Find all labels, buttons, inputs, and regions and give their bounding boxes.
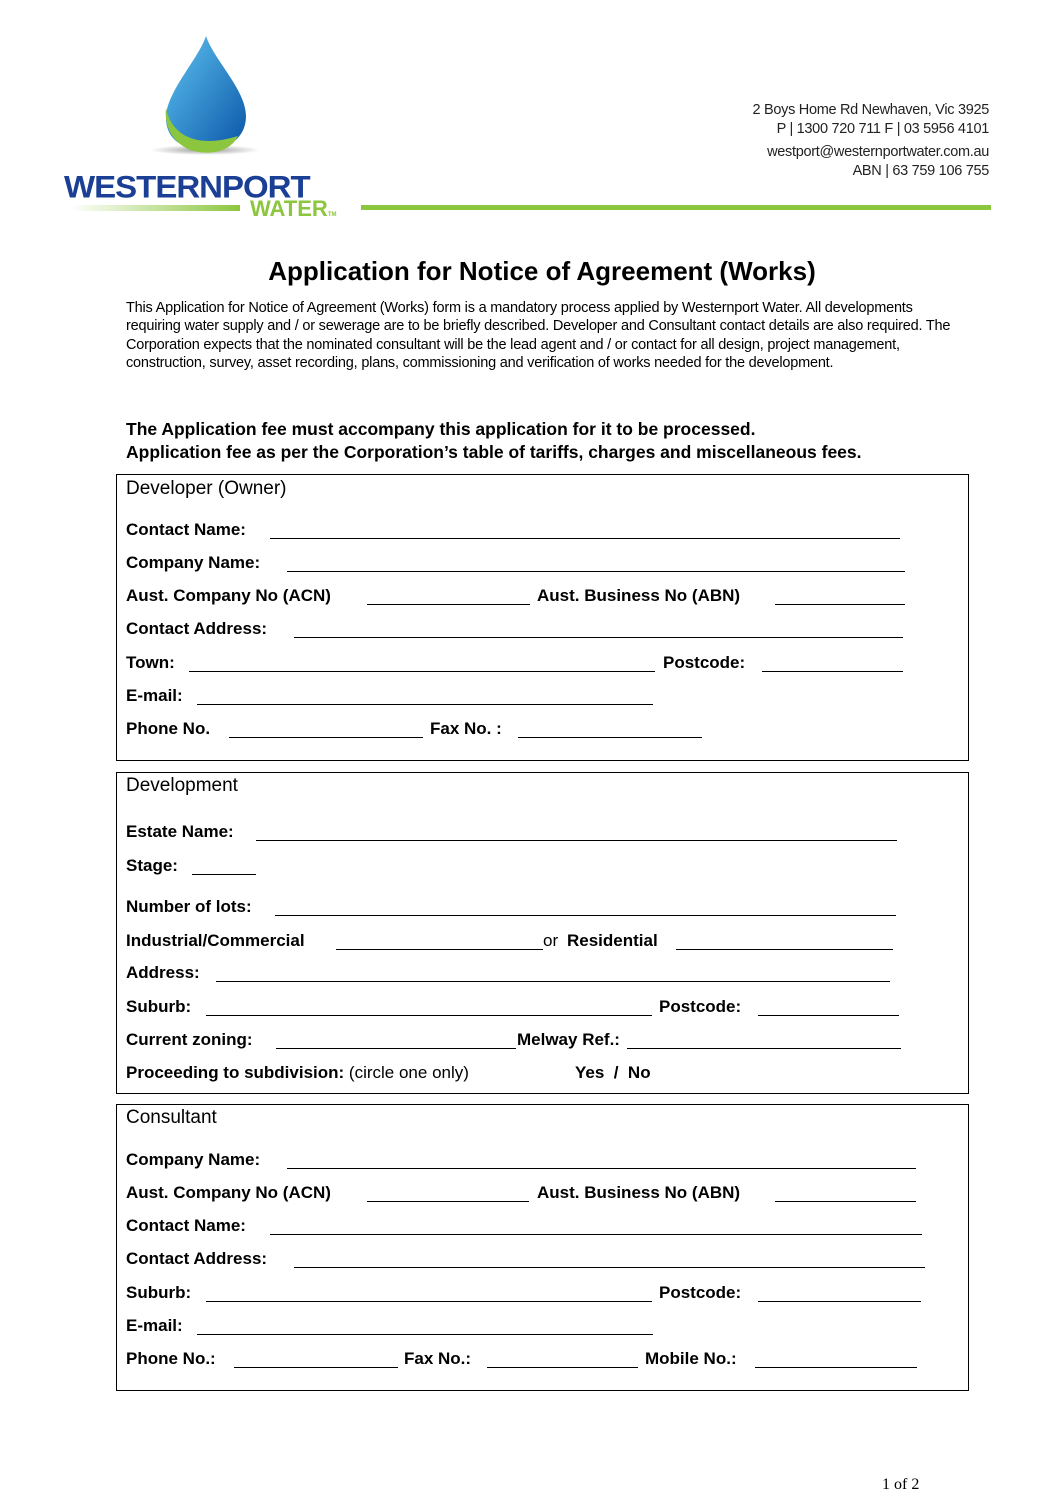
current-zoning-label: Current zoning:: [126, 1030, 253, 1049]
logo-gradient-bar: [70, 205, 240, 211]
residential-field[interactable]: [676, 949, 893, 950]
dev-contact-name-field[interactable]: [270, 538, 900, 539]
number-of-lots-label: Number of lots:: [126, 897, 252, 916]
header-green-rule: [361, 205, 991, 210]
industrial-label: Industrial/Commercial: [126, 931, 305, 950]
dev-fax-label: Fax No. :: [430, 719, 502, 738]
yes-no-choice[interactable]: Yes / No: [575, 1063, 651, 1082]
dev-email-label: E-mail:: [126, 686, 183, 705]
fee-notice-2: Application fee as per the Corporation’s table of tariffs, charges and miscellaneous fees.: [126, 442, 862, 462]
company-abn: ABN | 63 759 106 755: [852, 163, 989, 179]
developer-section: [116, 474, 969, 761]
intro-paragraph: This Application for Notice of Agreement (Works) form is a mandatory process applied by Westernport Water. All developments requiring water supply and / or sewerage are to be briefly described. Developer and Consultant contact details are also required. The Corporation expects that the nominated consultant will be the lead agent and / or contact for all design, project management, construction, survey, asset recording, plans, commissioning and verification of works needed for the development.: [126, 300, 951, 371]
fee-notice-1: The Application fee must accompany this application for it to be processed.: [126, 419, 756, 439]
dev-postcode-label: Postcode:: [663, 653, 746, 672]
con-abn-field[interactable]: [775, 1201, 916, 1202]
or-label: or: [543, 931, 559, 950]
con-acn-label: Aust. Company No (ACN): [126, 1183, 331, 1202]
development-postcode-field[interactable]: [758, 1015, 899, 1016]
con-contact-name-label: Contact Name:: [126, 1216, 246, 1235]
circle-hint: (circle one only): [348, 1063, 469, 1082]
number-of-lots-field[interactable]: [275, 915, 896, 916]
industrial-field[interactable]: [336, 949, 543, 950]
proceeding-label: [126, 1063, 469, 1083]
con-mobile-field[interactable]: [755, 1367, 917, 1368]
logo-wordmark-water: WATERTM: [250, 196, 337, 221]
dev-contact-address-field[interactable]: [294, 637, 903, 638]
stage-field[interactable]: [192, 874, 256, 875]
development-postcode-label: Postcode:: [659, 997, 742, 1016]
con-acn-field[interactable]: [367, 1201, 529, 1202]
con-phone-label: Phone No.:: [126, 1349, 216, 1368]
dev-town-label: Town:: [126, 653, 175, 672]
dev-abn-label: Aust. Business No (ABN): [537, 586, 741, 605]
con-fax-field[interactable]: [487, 1367, 638, 1368]
development-suburb-field[interactable]: [206, 1015, 652, 1016]
con-company-name-label: Company Name:: [126, 1150, 261, 1169]
page-title: Application for Notice of Agreement (Works): [268, 256, 816, 286]
development-address-field[interactable]: [216, 981, 890, 982]
con-contact-name-field[interactable]: [270, 1234, 922, 1235]
consultant-heading: Consultant: [126, 1107, 217, 1128]
con-postcode-field[interactable]: [758, 1301, 921, 1302]
estate-name-field[interactable]: [256, 840, 897, 841]
proceeding-text: Proceeding to subdivision:: [126, 1063, 345, 1082]
dev-town-field[interactable]: [189, 671, 655, 672]
development-suburb-label: Suburb:: [126, 997, 192, 1016]
current-zoning-field[interactable]: [276, 1048, 516, 1049]
development-heading: Development: [126, 775, 238, 796]
con-suburb-field[interactable]: [206, 1301, 652, 1302]
con-suburb-label: Suburb:: [126, 1283, 192, 1302]
dev-acn-field[interactable]: [367, 604, 530, 605]
con-postcode-label: Postcode:: [659, 1283, 742, 1302]
development-address-label: Address:: [126, 963, 200, 982]
dev-abn-field[interactable]: [775, 604, 905, 605]
stage-label: Stage:: [126, 856, 178, 875]
company-phone-fax: P | 1300 720 711 F | 03 5956 4101: [776, 121, 989, 137]
con-email-label: E-mail:: [126, 1316, 183, 1335]
dev-company-name-label: Company Name:: [126, 553, 261, 572]
logo-wordmark: WESTERNPORT: [64, 168, 310, 205]
dev-fax-field[interactable]: [518, 737, 702, 738]
melway-label: Melway Ref.:: [517, 1030, 620, 1049]
dev-company-name-field[interactable]: [287, 571, 905, 572]
developer-heading: Developer (Owner): [126, 478, 287, 499]
dev-contact-name-label: Contact Name:: [126, 520, 246, 539]
con-fax-label: Fax No.:: [404, 1349, 472, 1368]
dev-phone-field[interactable]: [229, 737, 423, 738]
residential-label: Residential: [567, 931, 658, 950]
dev-contact-address-label: Contact Address:: [126, 619, 268, 638]
con-email-field[interactable]: [197, 1334, 653, 1335]
con-contact-address-field[interactable]: [294, 1267, 925, 1268]
con-contact-address-label: Contact Address:: [126, 1249, 268, 1268]
con-abn-label: Aust. Business No (ABN): [537, 1183, 741, 1202]
page-number: 1 of 2: [882, 1476, 920, 1493]
con-company-name-field[interactable]: [287, 1168, 916, 1169]
company-address: 2 Boys Home Rd Newhaven, Vic 3925: [752, 102, 989, 118]
dev-postcode-field[interactable]: [762, 671, 903, 672]
con-phone-field[interactable]: [234, 1367, 398, 1368]
dev-email-field[interactable]: [197, 704, 653, 705]
dev-acn-label: Aust. Company No (ACN): [126, 586, 331, 605]
melway-field[interactable]: [627, 1048, 901, 1049]
consultant-section: [116, 1104, 969, 1391]
con-mobile-label: Mobile No.:: [645, 1349, 737, 1368]
company-email: westport@westernportwater.com.au: [767, 144, 989, 160]
estate-name-label: Estate Name:: [126, 822, 234, 841]
dev-phone-label: Phone No.: [126, 719, 211, 738]
